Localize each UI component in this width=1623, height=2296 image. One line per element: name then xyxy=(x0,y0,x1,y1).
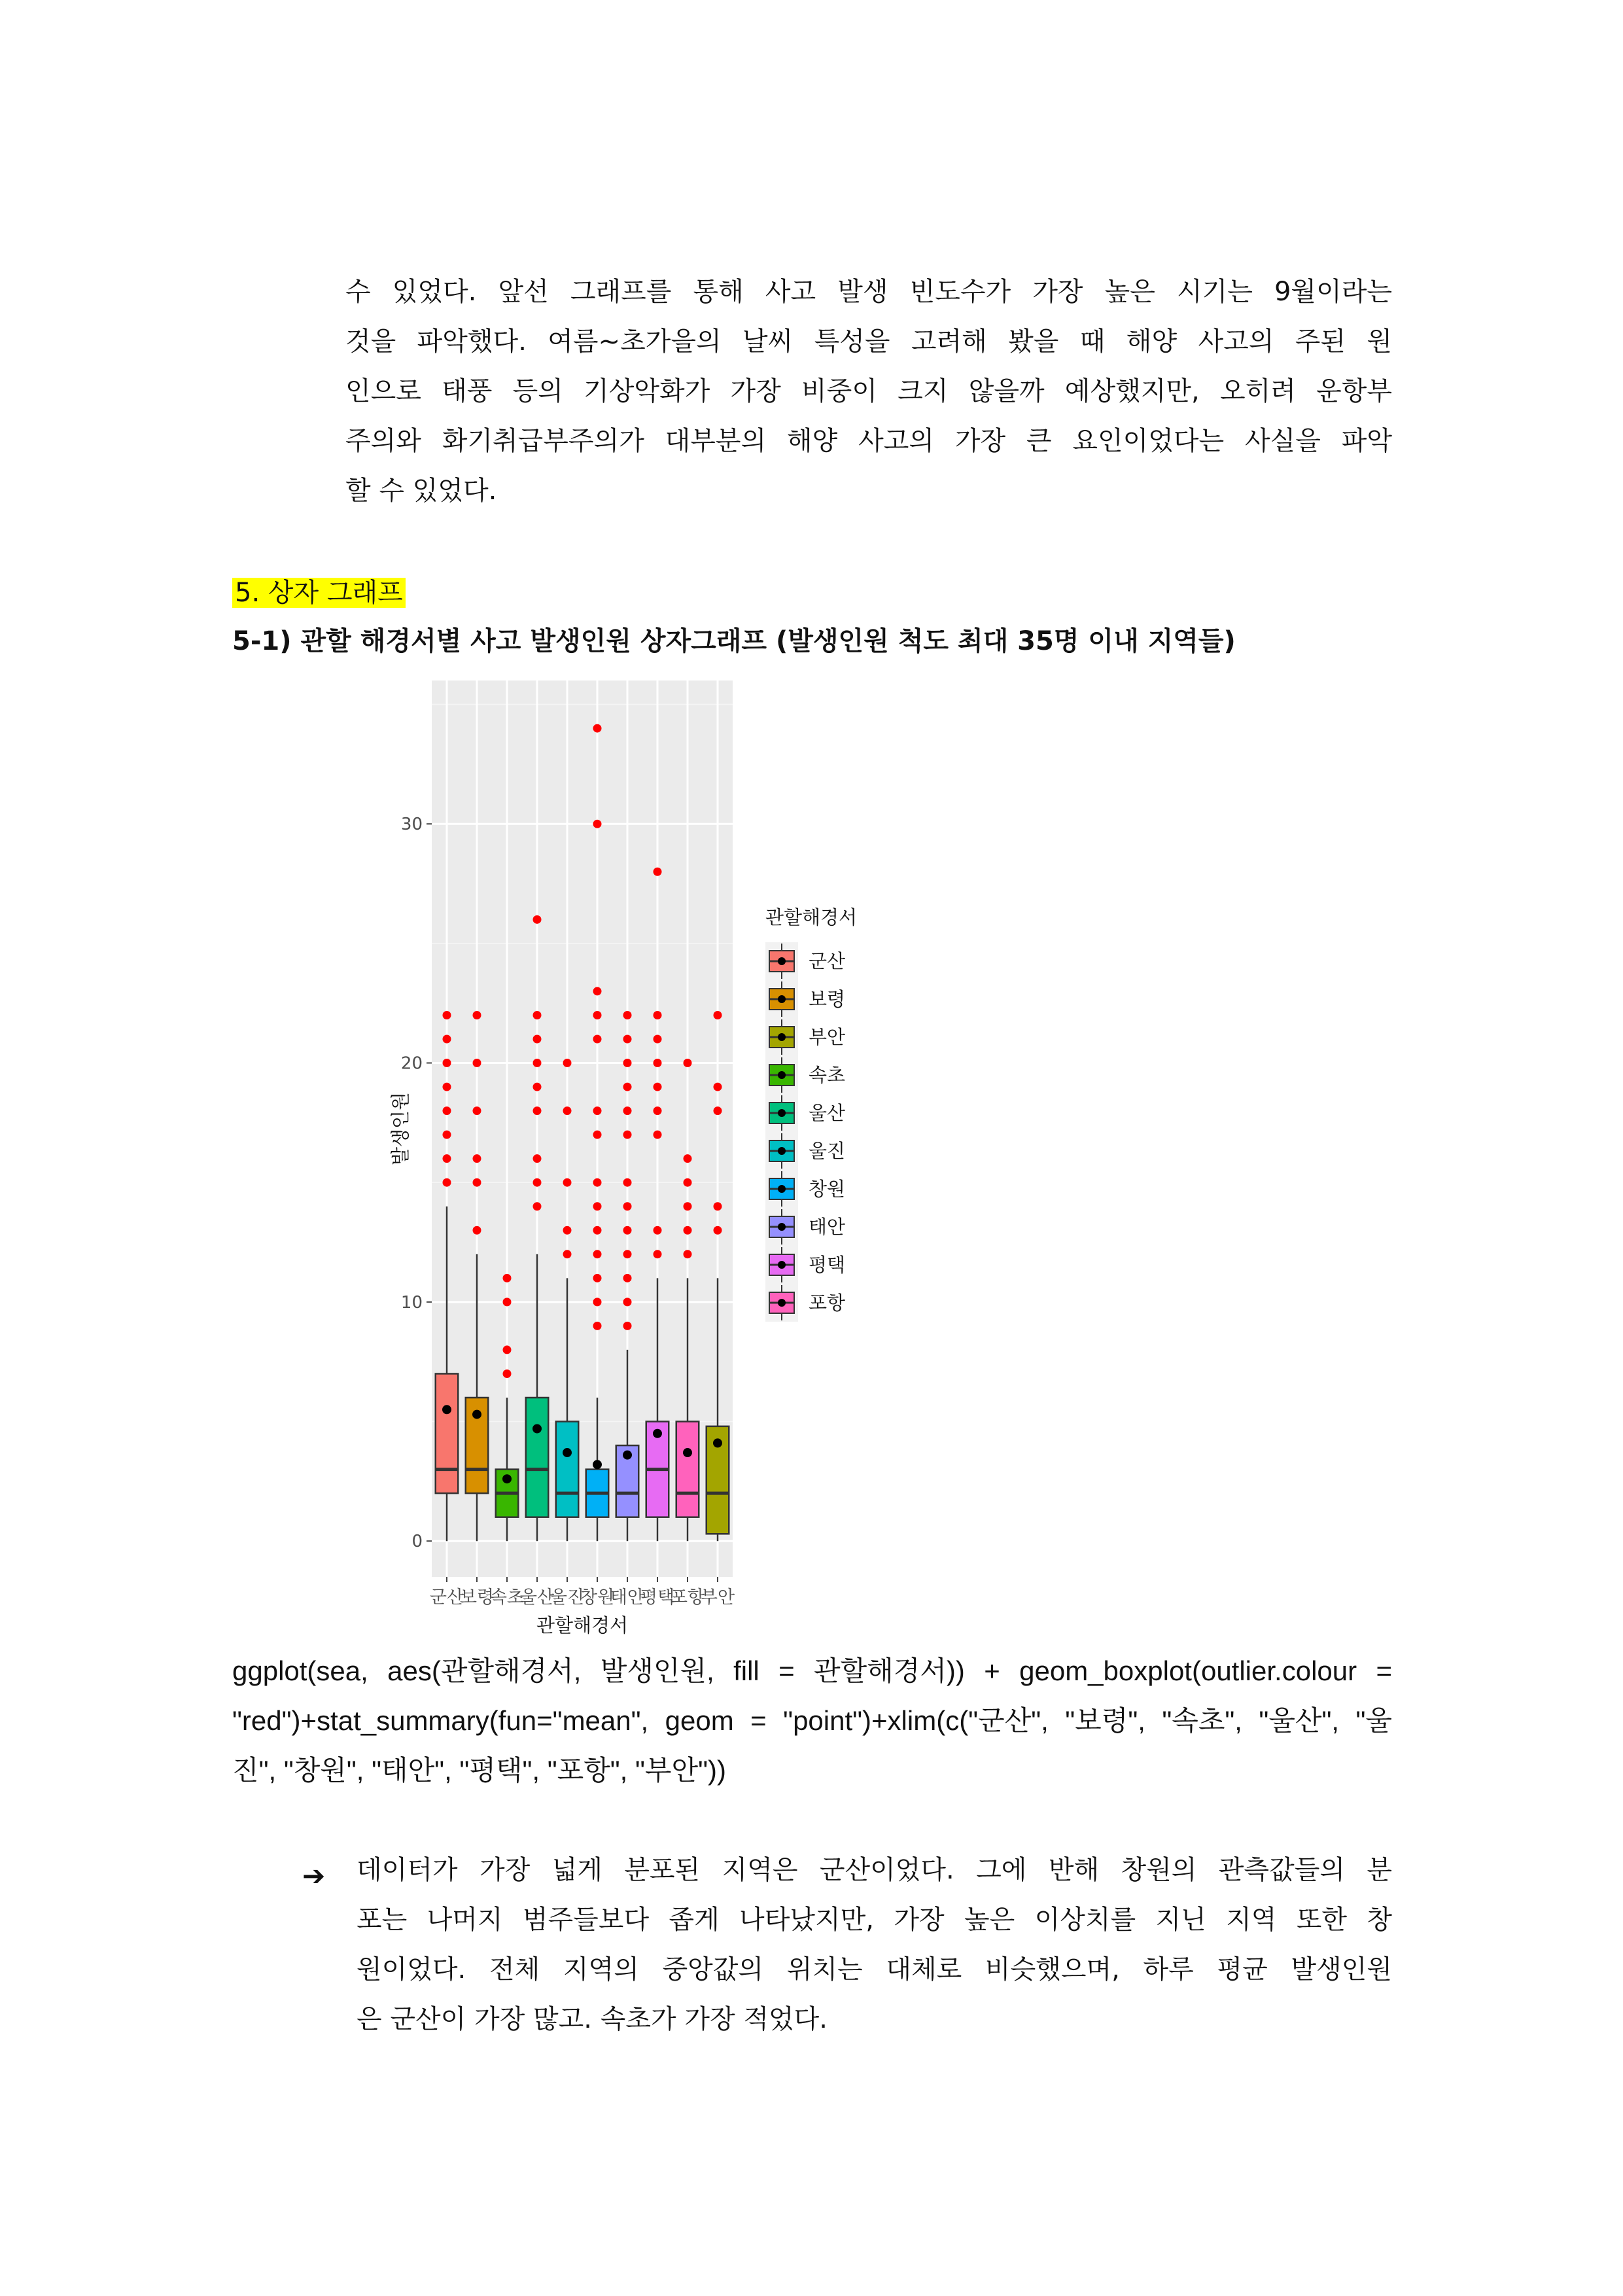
outlier-point xyxy=(533,1011,542,1019)
outlier-point xyxy=(443,1011,451,1019)
outlier-point xyxy=(593,1106,602,1115)
conclusion-paragraph xyxy=(357,1845,1392,2044)
intro-line: 할 수 있었다. xyxy=(345,476,497,506)
intro-line: 인으로 태풍 등의 기상악화가 가장 비중이 크지 않을까 예상했지만, 오히려 운항부 xyxy=(345,376,1392,406)
y-tick-label: 0 xyxy=(411,1532,423,1552)
outlier-point xyxy=(443,1106,451,1115)
outlier-point xyxy=(654,868,662,876)
outlier-point xyxy=(443,1059,451,1067)
x-tick-label: 부안 xyxy=(700,1587,735,1608)
legend-key-point xyxy=(778,1299,786,1307)
outlier-point xyxy=(714,1011,722,1019)
legend-label: 창원 xyxy=(809,1178,846,1200)
x-tick-label: 포항 xyxy=(670,1587,705,1608)
x-tick-label: 보령 xyxy=(459,1587,495,1608)
intro-line: 수 있었다. 앞선 그래프를 통해 사고 발생 빈도수가 가장 높은 시기는 9월이라는 xyxy=(345,277,1392,307)
outlier-point xyxy=(684,1250,692,1258)
mean-point xyxy=(683,1448,692,1457)
outlier-point xyxy=(533,1059,542,1067)
legend-title: 관할해경서 xyxy=(765,906,858,928)
legend-label: 부안 xyxy=(809,1026,846,1048)
legend-key-point xyxy=(778,957,786,965)
outlier-point xyxy=(714,1106,722,1115)
outlier-point xyxy=(533,1083,542,1091)
outlier-point xyxy=(503,1274,512,1282)
legend-key-point xyxy=(778,1261,786,1269)
outlier-point xyxy=(593,724,602,733)
outlier-point xyxy=(473,1011,481,1019)
outlier-point xyxy=(593,1035,602,1044)
mean-point xyxy=(593,1460,602,1469)
outlier-point xyxy=(533,1106,542,1115)
legend-key-point xyxy=(778,1033,786,1041)
mean-point xyxy=(653,1429,662,1438)
outlier-point xyxy=(593,1131,602,1139)
outlier-point xyxy=(623,1011,632,1019)
outlier-point xyxy=(593,987,602,995)
mean-point xyxy=(623,1451,632,1460)
outlier-point xyxy=(593,820,602,828)
outlier-point xyxy=(443,1178,451,1187)
outlier-point xyxy=(563,1178,572,1187)
outlier-point xyxy=(593,1298,602,1306)
legend-key-군산 xyxy=(765,942,845,980)
x-tick-label: 울산 xyxy=(519,1587,555,1608)
outlier-point xyxy=(623,1202,632,1210)
x-tick-label: 속초 xyxy=(489,1587,525,1608)
mean-point xyxy=(532,1424,542,1433)
outlier-point xyxy=(473,1178,481,1187)
outlier-point xyxy=(533,1178,542,1187)
legend-key-평택 xyxy=(765,1246,845,1284)
outlier-point xyxy=(503,1345,512,1354)
arrow-icon: ➔ xyxy=(302,1860,326,1892)
legend-key-point xyxy=(778,995,786,1003)
code-line: 진", "창원", "태안", "평택", "포항", "부안")) xyxy=(232,1755,726,1786)
outlier-point xyxy=(623,1106,632,1115)
x-tick-label: 태안 xyxy=(610,1587,645,1608)
code-line: ggplot(sea, aes(관할해경서, 발생인원, fill = 관할해경서)) + geom_boxplot(outlier.colour = xyxy=(232,1655,1392,1686)
outlier-point xyxy=(473,1226,481,1235)
outlier-point xyxy=(654,1035,662,1044)
outlier-point xyxy=(503,1298,512,1306)
outlier-point xyxy=(593,1226,602,1235)
outlier-point xyxy=(623,1322,632,1330)
legend xyxy=(765,906,857,1322)
boxplot-chart xyxy=(389,680,1178,1636)
outlier-point xyxy=(654,1226,662,1235)
y-tick-label: 30 xyxy=(400,815,423,835)
intro-line: 주의와 화기취급부주의가 대부분의 해양 사고의 가장 큰 요인이었다는 사실을 파악 xyxy=(345,426,1392,456)
conclusion-line: 데이터가 가장 넓게 분포된 지역은 군산이었다. 그에 반해 창원의 관측값들의 분 xyxy=(357,1855,1392,1885)
outlier-point xyxy=(623,1178,632,1187)
conclusion-line: 포는 나머지 범주들보다 좁게 나타났지만, 가장 높은 이상치를 지닌 지역 또한 창 xyxy=(357,1905,1392,1935)
legend-key-point xyxy=(778,1147,786,1155)
legend-key-창원 xyxy=(765,1170,845,1208)
outlier-point xyxy=(684,1059,692,1067)
legend-label: 울진 xyxy=(809,1140,846,1162)
outlier-point xyxy=(563,1250,572,1258)
intro-line: 것을 파악했다. 여름~초가을의 날씨 특성을 고려해 봤을 때 해양 사고의 주된 원 xyxy=(345,327,1392,357)
legend-key-태안 xyxy=(765,1208,845,1246)
legend-key-울진 xyxy=(765,1132,845,1170)
legend-key-point xyxy=(778,1109,786,1117)
outlier-point xyxy=(593,1202,602,1210)
outlier-point xyxy=(623,1226,632,1235)
outlier-point xyxy=(684,1154,692,1163)
outlier-point xyxy=(654,1083,662,1091)
legend-key-속초 xyxy=(765,1056,845,1094)
outlier-point xyxy=(443,1131,451,1139)
outlier-point xyxy=(473,1059,481,1067)
box-body xyxy=(526,1398,549,1517)
outlier-point xyxy=(443,1035,451,1044)
x-tick-label: 평택 xyxy=(640,1587,675,1608)
outlier-point xyxy=(533,1154,542,1163)
outlier-point xyxy=(654,1059,662,1067)
conclusion-line: 은 군산이 가장 많고. 속초가 가장 적었다. xyxy=(357,2004,828,2034)
outlier-point xyxy=(623,1298,632,1306)
section-title-highlight: 5. 상자 그래프 xyxy=(232,578,406,608)
outlier-point xyxy=(593,1274,602,1282)
outlier-point xyxy=(473,1154,481,1163)
mean-point xyxy=(502,1474,512,1483)
legend-key-point xyxy=(778,1071,786,1079)
outlier-point xyxy=(654,1106,662,1115)
outlier-point xyxy=(563,1059,572,1067)
outlier-point xyxy=(623,1250,632,1258)
outlier-point xyxy=(684,1226,692,1235)
outlier-point xyxy=(684,1178,692,1187)
outlier-point xyxy=(443,1083,451,1091)
box-body xyxy=(556,1422,579,1517)
outlier-point xyxy=(443,1154,451,1163)
legend-key-포항 xyxy=(765,1284,845,1322)
intro-paragraph xyxy=(345,267,1392,516)
y-tick-label: 20 xyxy=(400,1053,423,1074)
outlier-point xyxy=(623,1083,632,1091)
mean-point xyxy=(442,1405,451,1414)
box-body xyxy=(436,1373,459,1493)
legend-label: 태안 xyxy=(809,1216,846,1238)
outlier-point xyxy=(593,1178,602,1187)
section-subtitle: 5-1) 관할 해경서별 사고 발생인원 상자그래프 (발생인원 척도 최대 35명 이내 지역들) xyxy=(232,626,1236,656)
x-tick-label: 울진 xyxy=(550,1587,585,1608)
outlier-point xyxy=(654,1250,662,1258)
outlier-point xyxy=(533,915,542,924)
legend-label: 평택 xyxy=(809,1254,846,1276)
outlier-point xyxy=(563,1226,572,1235)
outlier-point xyxy=(714,1226,722,1235)
outlier-point xyxy=(593,1011,602,1019)
outlier-point xyxy=(714,1083,722,1091)
outlier-point xyxy=(473,1106,481,1115)
box-body xyxy=(676,1422,699,1517)
outlier-point xyxy=(593,1322,602,1330)
conclusion-line: 원이었다. 전체 지역의 중앙값의 위치는 대체로 비슷했으며, 하루 평균 발생인원 xyxy=(357,1954,1392,1985)
outlier-point xyxy=(714,1202,722,1210)
section-title xyxy=(232,572,406,609)
outlier-point xyxy=(623,1035,632,1044)
legend-label: 보령 xyxy=(809,988,846,1010)
x-tick-label: 창원 xyxy=(580,1587,615,1608)
code-line: "red")+stat_summary(fun="mean", geom = "point")+xlim(c("군산", "보령", "속초", "울산", "울 xyxy=(232,1705,1392,1736)
legend-label: 울산 xyxy=(809,1102,846,1124)
legend-label: 포항 xyxy=(809,1292,846,1314)
legend-key-부안 xyxy=(765,1018,845,1056)
outlier-point xyxy=(593,1250,602,1258)
outlier-point xyxy=(563,1106,572,1115)
outlier-point xyxy=(623,1059,632,1067)
outlier-point xyxy=(533,1035,542,1044)
legend-key-울산 xyxy=(765,1094,845,1132)
outlier-point xyxy=(533,1202,542,1210)
mean-point xyxy=(713,1438,722,1447)
x-axis-title: 관할해경서 xyxy=(536,1614,629,1636)
x-tick-label: 군산 xyxy=(429,1587,464,1608)
y-tick-label: 10 xyxy=(400,1292,423,1313)
y-axis-title: 발생인원 xyxy=(389,1091,411,1166)
outlier-point xyxy=(654,1011,662,1019)
code-block xyxy=(232,1646,1392,1795)
outlier-point xyxy=(503,1369,512,1378)
legend-key-보령 xyxy=(765,980,845,1018)
legend-label: 속초 xyxy=(809,1064,846,1086)
mean-point xyxy=(563,1448,572,1457)
mean-point xyxy=(472,1410,481,1419)
legend-label: 군산 xyxy=(809,950,846,972)
outlier-point xyxy=(623,1131,632,1139)
outlier-point xyxy=(654,1131,662,1139)
outlier-point xyxy=(623,1274,632,1282)
legend-key-point xyxy=(778,1185,786,1193)
outlier-point xyxy=(684,1202,692,1210)
legend-key-point xyxy=(778,1223,786,1231)
